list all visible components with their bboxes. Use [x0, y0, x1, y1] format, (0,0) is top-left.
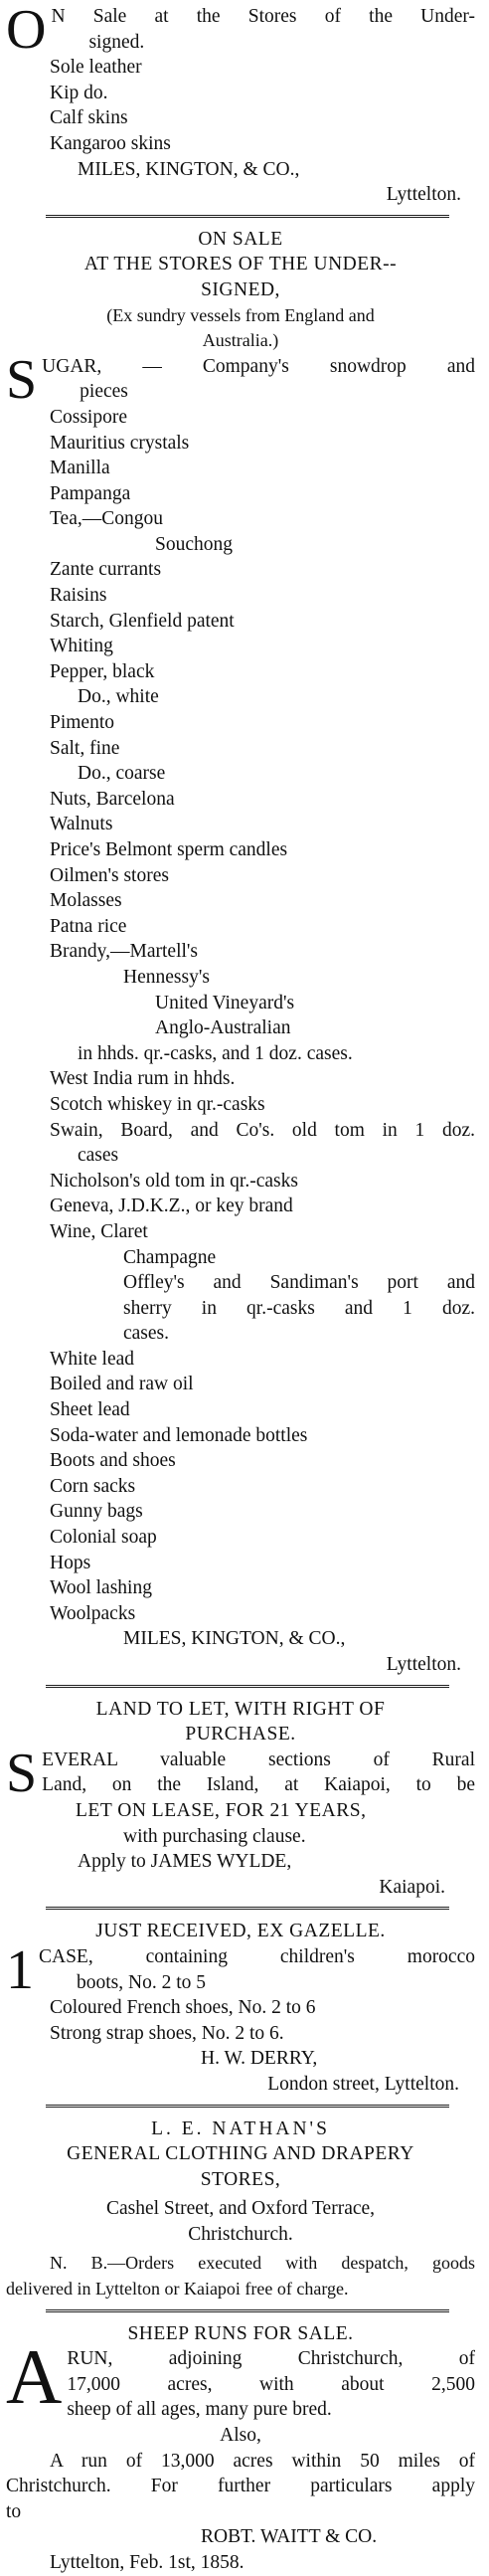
list-item: Salt, fine [50, 737, 120, 759]
ad-note: N. B.—Orders executed with despatch, goods [50, 2253, 475, 2274]
list-item: Geneva, J.D.K.Z., or key brand [50, 1196, 293, 1217]
ad-text-line: signed. [88, 31, 145, 53]
list-item: Cossipore [50, 406, 127, 428]
list-item: Do., white [78, 686, 159, 708]
ad-place: Lyttelton. [386, 1654, 461, 1675]
list-item: sherry in qr.-casks and 1 doz. [123, 1297, 475, 1319]
list-item: Hennessy's [123, 966, 210, 988]
ad-heading: GENERAL CLOTHING AND DRAPERY [67, 2143, 414, 2165]
ad-note: delivered in Lyttelton or Kaiapoi free of charge. [6, 2279, 349, 2300]
list-item: Calf skins [50, 107, 128, 129]
divider [6, 1900, 475, 1919]
divider [6, 208, 475, 227]
ad-text-line: boots, No. 2 to 5 [77, 1971, 207, 1993]
divider [6, 1678, 475, 1697]
ad-signature: MILES, KINGTON, & CO., [123, 1628, 346, 1650]
ad-leather-sale [6, 0, 475, 208]
list-item: Pampanga [50, 482, 131, 504]
ad-signature: ROBT. WAITT & CO. [201, 2526, 378, 2548]
list-item: Patna rice [50, 915, 127, 937]
ad-heading: PURCHASE. [185, 1724, 296, 1746]
ad-address: Christchurch. [188, 2223, 293, 2245]
list-item: Hops [50, 1552, 91, 1573]
ad-text-line: 17,000 acres, with about 2,500 [67, 2373, 475, 2395]
list-item: West India rum in hhds. [50, 1068, 236, 1090]
list-item: Wine, Claret [50, 1220, 148, 1242]
ad-sheep-runs [6, 2321, 475, 2576]
list-item: Kangaroo skins [50, 132, 171, 154]
list-item: Starch, Glenfield patent [50, 610, 235, 632]
ad-place: Lyttelton. [386, 184, 461, 206]
ad-text-line: LET ON LEASE, FOR 21 YEARS, [76, 1799, 367, 1821]
list-item: Pepper, black [50, 660, 155, 682]
list-item: Kip do. [50, 82, 108, 103]
ad-address: Cashel Street, and Oxford Terrace, [105, 2198, 376, 2220]
list-item: Boiled and raw oil [50, 1374, 194, 1395]
list-item: Souchong [155, 533, 233, 555]
list-item: Price's Belmont sperm candles [50, 839, 288, 860]
list-item: Corn sacks [50, 1475, 136, 1497]
list-item: Woolpacks [50, 1602, 136, 1624]
ad-signature: Apply to JAMES WYLDE, [78, 1851, 292, 1873]
ad-text-line: A run of 13,000 acres within 50 miles of [50, 2450, 475, 2472]
ad-dateline: Lyttelton, Feb. 1st, 1858. [50, 2552, 244, 2573]
list-item: Anglo-Australian [155, 1017, 291, 1039]
ad-heading: JUST RECEIVED, EX GAZELLE. [95, 1921, 386, 1942]
list-item: Soda-water and lemonade bottles [50, 1424, 308, 1446]
divider [6, 2302, 475, 2321]
ad-heading: AT THE STORES OF THE UNDER-- [83, 254, 398, 276]
ad-heading: L. E. NATHAN'S [151, 2117, 330, 2139]
ad-text-line: Christchurch. For further particulars apply [6, 2476, 475, 2497]
ad-text-line: Also, [220, 2425, 261, 2447]
ad-signature: H. W. DERRY, [201, 2048, 318, 2070]
divider [6, 2098, 475, 2116]
list-item: Whiting [50, 636, 113, 657]
list-item: Sheet lead [50, 1399, 130, 1421]
list-item: Raisins [50, 585, 107, 607]
list-item: White lead [50, 1348, 134, 1370]
ad-heading: SIGNED, [201, 278, 280, 300]
list-item: Gunny bags [50, 1501, 143, 1523]
ad-text-line: CASE, containing children's morocco [39, 1945, 475, 1967]
list-item: Sole leather [50, 57, 142, 79]
ad-subheading: Australia.) [202, 330, 279, 351]
drop-cap: A [6, 2333, 63, 2421]
list-item: Zante currants [50, 559, 162, 581]
list-item: Colonial soap [50, 1527, 157, 1549]
list-item: cases. [123, 1323, 170, 1345]
list-item: Wool lashing [50, 1577, 152, 1599]
ad-text-line: pieces [80, 381, 128, 403]
list-item: Oilmen's stores [50, 864, 169, 886]
ad-text-line: to [6, 2500, 22, 2522]
ad-nathans-stores [6, 2116, 475, 2302]
list-item: Do., coarse [78, 763, 166, 785]
ad-text-line: Coloured French shoes, No. 2 to 6 [50, 1997, 316, 2019]
ad-text-line: with purchasing clause. [123, 1825, 306, 1847]
list-item: Manilla [50, 458, 110, 479]
drop-cap: O [6, 0, 47, 61]
list-item: Offley's and Sandiman's port and [123, 1272, 475, 1294]
ad-place: Kaiapoi. [379, 1876, 445, 1898]
ad-text-line: N Sale at the Stores of the Under- [51, 6, 475, 27]
list-item: in hhds. qr.-casks, and 1 doz. cases. [78, 1042, 353, 1064]
ad-subheading: (Ex sundry vessels from England and [106, 304, 375, 325]
ad-text-line: RUN, adjoining Christchurch, of [67, 2348, 475, 2370]
ad-heading: ON SALE [198, 228, 283, 250]
ad-text-line: UGAR, — Company's snowdrop and [42, 355, 475, 377]
ad-just-received [6, 1919, 475, 2097]
list-item: Scotch whiskey in qr.-casks [50, 1093, 265, 1115]
ad-heading: SHEEP RUNS FOR SALE. [127, 2322, 354, 2344]
list-item: Swain, Board, and Co's. old tom in 1 doz. [50, 1119, 475, 1141]
list-item: Molasses [50, 890, 122, 912]
list-item: Brandy,—Martell's [50, 941, 199, 963]
drop-cap: 1 [6, 1938, 34, 2001]
ad-heading: STORES, [200, 2168, 281, 2190]
ad-heading: LAND TO LET, WITH RIGHT OF [95, 1698, 386, 1720]
list-item: United Vineyard's [155, 992, 295, 1013]
ad-general-stores [6, 227, 475, 1678]
list-item: Walnuts [50, 814, 113, 835]
drop-cap: S [6, 348, 38, 411]
ad-text-line: sheep of all ages, many pure bred. [67, 2399, 332, 2421]
list-item: Pimento [50, 712, 115, 734]
ad-text-line: Strong strap shoes, No. 2 to 6. [50, 2022, 284, 2044]
list-item: Nuts, Barcelona [50, 788, 175, 810]
ad-land-to-let [6, 1697, 475, 1901]
ad-place: London street, Lyttelton. [267, 2073, 459, 2095]
drop-cap: S [6, 1742, 38, 1804]
ad-signature: MILES, KINGTON, & CO., [78, 158, 300, 180]
list-item: Mauritius crystals [50, 432, 190, 454]
list-item: Champagne [123, 1246, 217, 1268]
list-item: Nicholson's old tom in qr.-casks [50, 1170, 298, 1192]
list-item: cases [78, 1145, 119, 1167]
list-item: Boots and shoes [50, 1450, 176, 1472]
ad-text-line: Land, on the Island, at Kaiapoi, to be [42, 1774, 475, 1796]
ad-text-line: EVERAL valuable sections of Rural [42, 1748, 475, 1770]
list-item: Tea,—Congou [50, 508, 163, 530]
